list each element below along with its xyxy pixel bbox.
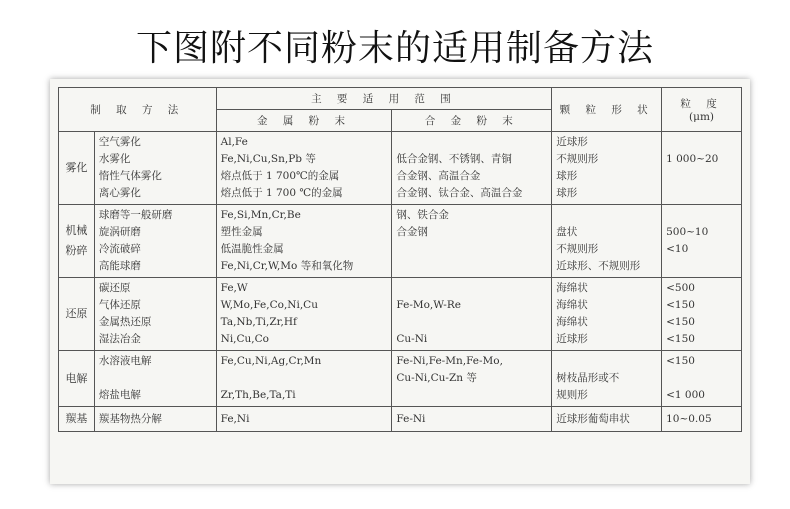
row-category: 雾化 [59,132,95,205]
row-shape: 近球形葡萄串状 [552,407,662,432]
row-category: 机械 粉碎 [59,205,95,278]
row-category: 羰基 [59,407,95,432]
row-methods: 空气雾化 水雾化 惰性气体雾化 离心雾化 [94,132,216,205]
row-category: 电解 [59,351,95,407]
row-shape: 盘状 不规则形 近球形、不规则形 [552,205,662,278]
row-methods: 球磨等一般研磨 旋涡研磨 冷流破碎 高能球磨 [94,205,216,278]
row-alloy: Fe-Ni [392,407,552,432]
row-shape: 海绵状 海绵状 海绵状 近球形 [552,278,662,351]
row-shape: 近球形 不规则形 球形 球形 [552,132,662,205]
row-metal: Fe,Si,Mn,Cr,Be 塑性金属 低温脆性金属 Fe,Ni,Cr,W,Mo 等和氧化物 [216,205,392,278]
header-size [662,88,742,132]
row-alloy: 钢、铁合金 合金钢 [392,205,552,278]
row-size: <500 <150 <150 <150 [662,278,742,351]
header-scope: 主 要 适 用 范 围 [216,88,552,110]
header-size-label: 粒 度 [680,98,723,110]
table-row [59,351,742,407]
header-shape: 颗 粒 形 状 [552,88,662,132]
table-row [59,205,742,278]
row-alloy: Fe-Mo,W-Re Cu-Ni [392,278,552,351]
row-metal: Fe,Ni [216,407,392,432]
row-methods: 碳还原 气体还原 金属热还原 湿法冶金 [94,278,216,351]
header-method: 制 取 方 法 [59,88,217,132]
row-size: 10~0.05 [662,407,742,432]
row-size: 500~10 <10 [662,205,742,278]
header-alloy: 合 金 粉 末 [392,110,552,132]
row-size: <150 <1 000 [662,351,742,407]
row-metal: Al,Fe Fe,Ni,Cu,Sn,Pb 等 熔点低于 1 700℃的金属 熔点低于 1 700 ℃的金属 [216,132,392,205]
header-size-unit: (μm) [689,111,715,123]
page-title: 下图附不同粉末的适用制备方法 [135,28,654,69]
row-alloy: Fe-Ni,Fe-Mn,Fe-Mo, Cu-Ni,Cu-Zn 等 [392,351,552,407]
table-row [59,407,742,432]
row-methods: 水溶液电解 熔盐电解 [94,351,216,407]
row-methods: 羰基物热分解 [94,407,216,432]
row-shape: 树枝晶形或不 规则形 [552,351,662,407]
powder-method-table [58,87,742,432]
row-alloy: 低合金钢、不锈钢、青铜 合金钢、高温合金 合金钢、钛合金、高温合金 [392,132,552,205]
row-metal: Fe,Cu,Ni,Ag,Cr,Mn Zr,Th,Be,Ta,Ti [216,351,392,407]
table-row [59,132,742,205]
table-row [59,278,742,351]
table-image [50,79,750,484]
row-size: 1 000~20 [662,132,742,205]
row-category: 还原 [59,278,95,351]
header-metal: 金 属 粉 末 [216,110,392,132]
row-metal: Fe,W W,Mo,Fe,Co,Ni,Cu Ta,Nb,Ti,Zr,Hf Ni,Cu,Co [216,278,392,351]
